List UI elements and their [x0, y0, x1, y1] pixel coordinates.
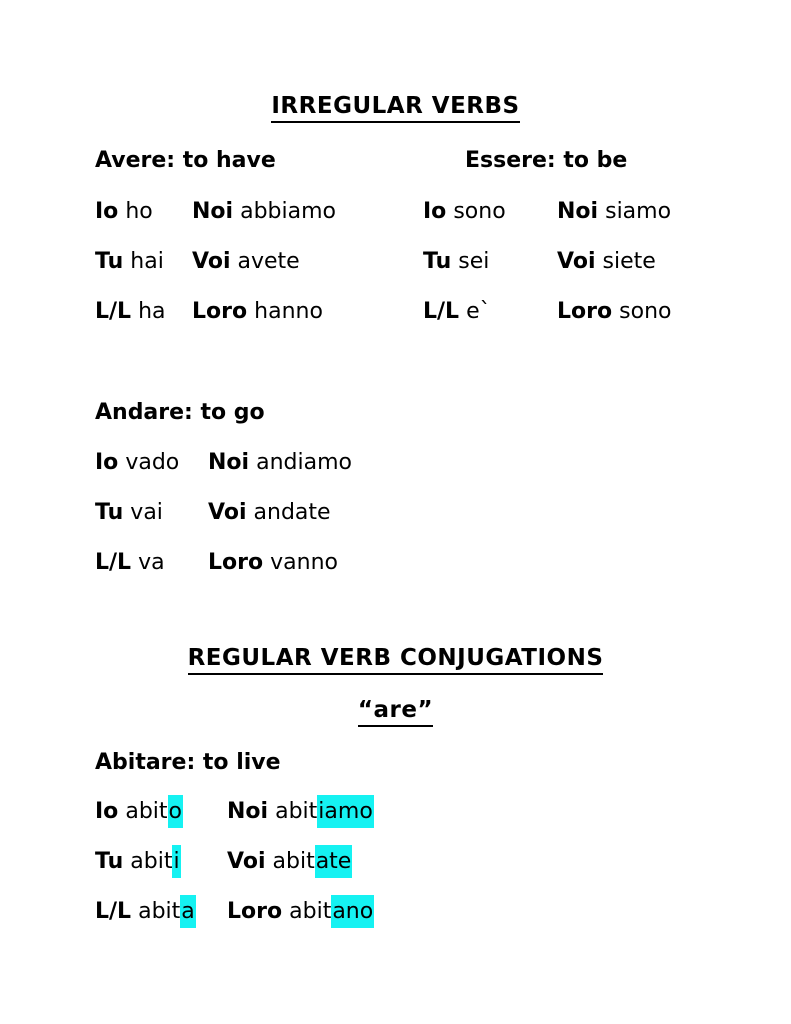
verb-form: andiamo — [256, 450, 352, 475]
verb-ending-highlight: o — [168, 795, 183, 828]
conjugation-row-essere-2 — [423, 247, 656, 277]
pronoun: Voi — [192, 249, 231, 274]
verb-stem: abit — [125, 799, 168, 824]
conjugation-cell — [227, 897, 374, 927]
pronoun: Noi — [208, 450, 250, 475]
conjugation-row-essere-1 — [423, 197, 671, 227]
pronoun: Tu — [95, 849, 124, 874]
verb-header-avere: Avere: to have — [95, 148, 276, 173]
verb-header-abitare: Abitare: to live — [95, 750, 281, 775]
pronoun: Voi — [227, 849, 266, 874]
subheading-are-wrap — [0, 697, 791, 727]
verb-form: sono — [619, 299, 672, 324]
verb-form: hai — [130, 249, 164, 274]
heading-regular-verbs-wrap — [0, 645, 791, 675]
verb-form: ha — [138, 299, 166, 324]
conjugation-cell — [557, 197, 671, 227]
verb-ending-highlight: ano — [331, 895, 374, 928]
conjugation-cell — [227, 847, 352, 877]
pronoun: L/L — [423, 299, 460, 324]
pronoun: Io — [95, 799, 119, 824]
verb-form: sono — [453, 199, 506, 224]
conjugation-cell — [192, 297, 323, 327]
verb-form: vado — [125, 450, 180, 475]
pronoun: Voi — [557, 249, 596, 274]
verb-stem: abit — [275, 799, 318, 824]
verb-form — [275, 795, 374, 828]
verb-form — [289, 895, 374, 928]
pronoun: Tu — [423, 249, 452, 274]
heading-irregular-verbs: IRREGULAR VERBS — [271, 93, 519, 123]
verb-stem: abit — [130, 849, 173, 874]
conjugation-cell — [95, 247, 192, 277]
conjugation-row-avere-1 — [95, 197, 336, 227]
conjugation-row-abitare-3 — [95, 897, 374, 927]
verb-form — [273, 845, 353, 878]
verb-form: vanno — [270, 550, 338, 575]
verb-ending-highlight: ate — [315, 845, 353, 878]
pronoun: Voi — [208, 500, 247, 525]
pronoun: Tu — [95, 500, 124, 525]
verb-form: sei — [458, 249, 490, 274]
conjugation-row-avere-3 — [95, 297, 323, 327]
subheading-are: “are” — [358, 697, 433, 727]
conjugation-cell — [192, 197, 336, 227]
pronoun: Io — [423, 199, 447, 224]
verb-form — [130, 845, 180, 878]
conjugation-cell — [95, 797, 227, 827]
pronoun: Loro — [557, 299, 613, 324]
conjugation-cell — [95, 847, 227, 877]
conjugation-cell — [192, 247, 300, 277]
conjugation-row-andare-3 — [95, 548, 338, 578]
conjugation-cell — [95, 897, 227, 927]
pronoun: Tu — [95, 249, 124, 274]
pronoun: Noi — [192, 199, 234, 224]
verb-form: e` — [466, 299, 491, 324]
conjugation-row-abitare-1 — [95, 797, 374, 827]
pronoun: L/L — [95, 899, 132, 924]
conjugation-cell — [95, 498, 208, 528]
pronoun: Loro — [227, 899, 283, 924]
verb-form: andate — [253, 500, 331, 525]
verb-header-essere: Essere: to be — [465, 148, 628, 173]
verb-stem: abit — [289, 899, 332, 924]
verb-form: hanno — [254, 299, 323, 324]
verb-header-andare: Andare: to go — [95, 400, 265, 425]
conjugation-cell — [423, 297, 557, 327]
verb-form: siamo — [605, 199, 672, 224]
conjugation-row-essere-3 — [423, 297, 671, 327]
heading-regular-verbs: REGULAR VERB CONJUGATIONS — [188, 645, 604, 675]
verb-ending-highlight: a — [180, 895, 195, 928]
conjugation-cell — [95, 297, 192, 327]
verb-form: ho — [125, 199, 153, 224]
verb-form: abbiamo — [240, 199, 337, 224]
pronoun: Noi — [557, 199, 599, 224]
verb-stem: abit — [272, 849, 315, 874]
heading-irregular-verbs-wrap — [0, 93, 791, 123]
conjugation-cell — [423, 197, 557, 227]
conjugation-cell — [208, 548, 338, 578]
conjugation-row-avere-2 — [95, 247, 300, 277]
pronoun: Io — [95, 450, 119, 475]
conjugation-cell — [95, 448, 208, 478]
verb-form: va — [138, 550, 165, 575]
verb-form — [138, 895, 196, 928]
pronoun: Loro — [208, 550, 264, 575]
conjugation-row-andare-1 — [95, 448, 352, 478]
pronoun: L/L — [95, 299, 132, 324]
pronoun: Loro — [192, 299, 248, 324]
verb-ending-highlight: i — [172, 845, 180, 878]
conjugation-cell — [423, 247, 557, 277]
verb-stem: abit — [138, 899, 181, 924]
conjugation-cell — [208, 448, 352, 478]
conjugation-cell — [95, 548, 208, 578]
verb-form: avete — [237, 249, 300, 274]
conjugation-row-andare-2 — [95, 498, 331, 528]
verb-form — [125, 795, 183, 828]
pronoun: L/L — [95, 550, 132, 575]
pronoun: Noi — [227, 799, 269, 824]
verb-ending-highlight: iamo — [317, 795, 373, 828]
conjugation-cell — [95, 197, 192, 227]
conjugation-cell — [557, 247, 656, 277]
conjugation-cell — [557, 297, 671, 327]
conjugation-cell — [227, 797, 374, 827]
conjugation-row-abitare-2 — [95, 847, 352, 877]
verb-form: siete — [602, 249, 656, 274]
pronoun: Io — [95, 199, 119, 224]
conjugation-cell — [208, 498, 331, 528]
verb-form: vai — [130, 500, 163, 525]
